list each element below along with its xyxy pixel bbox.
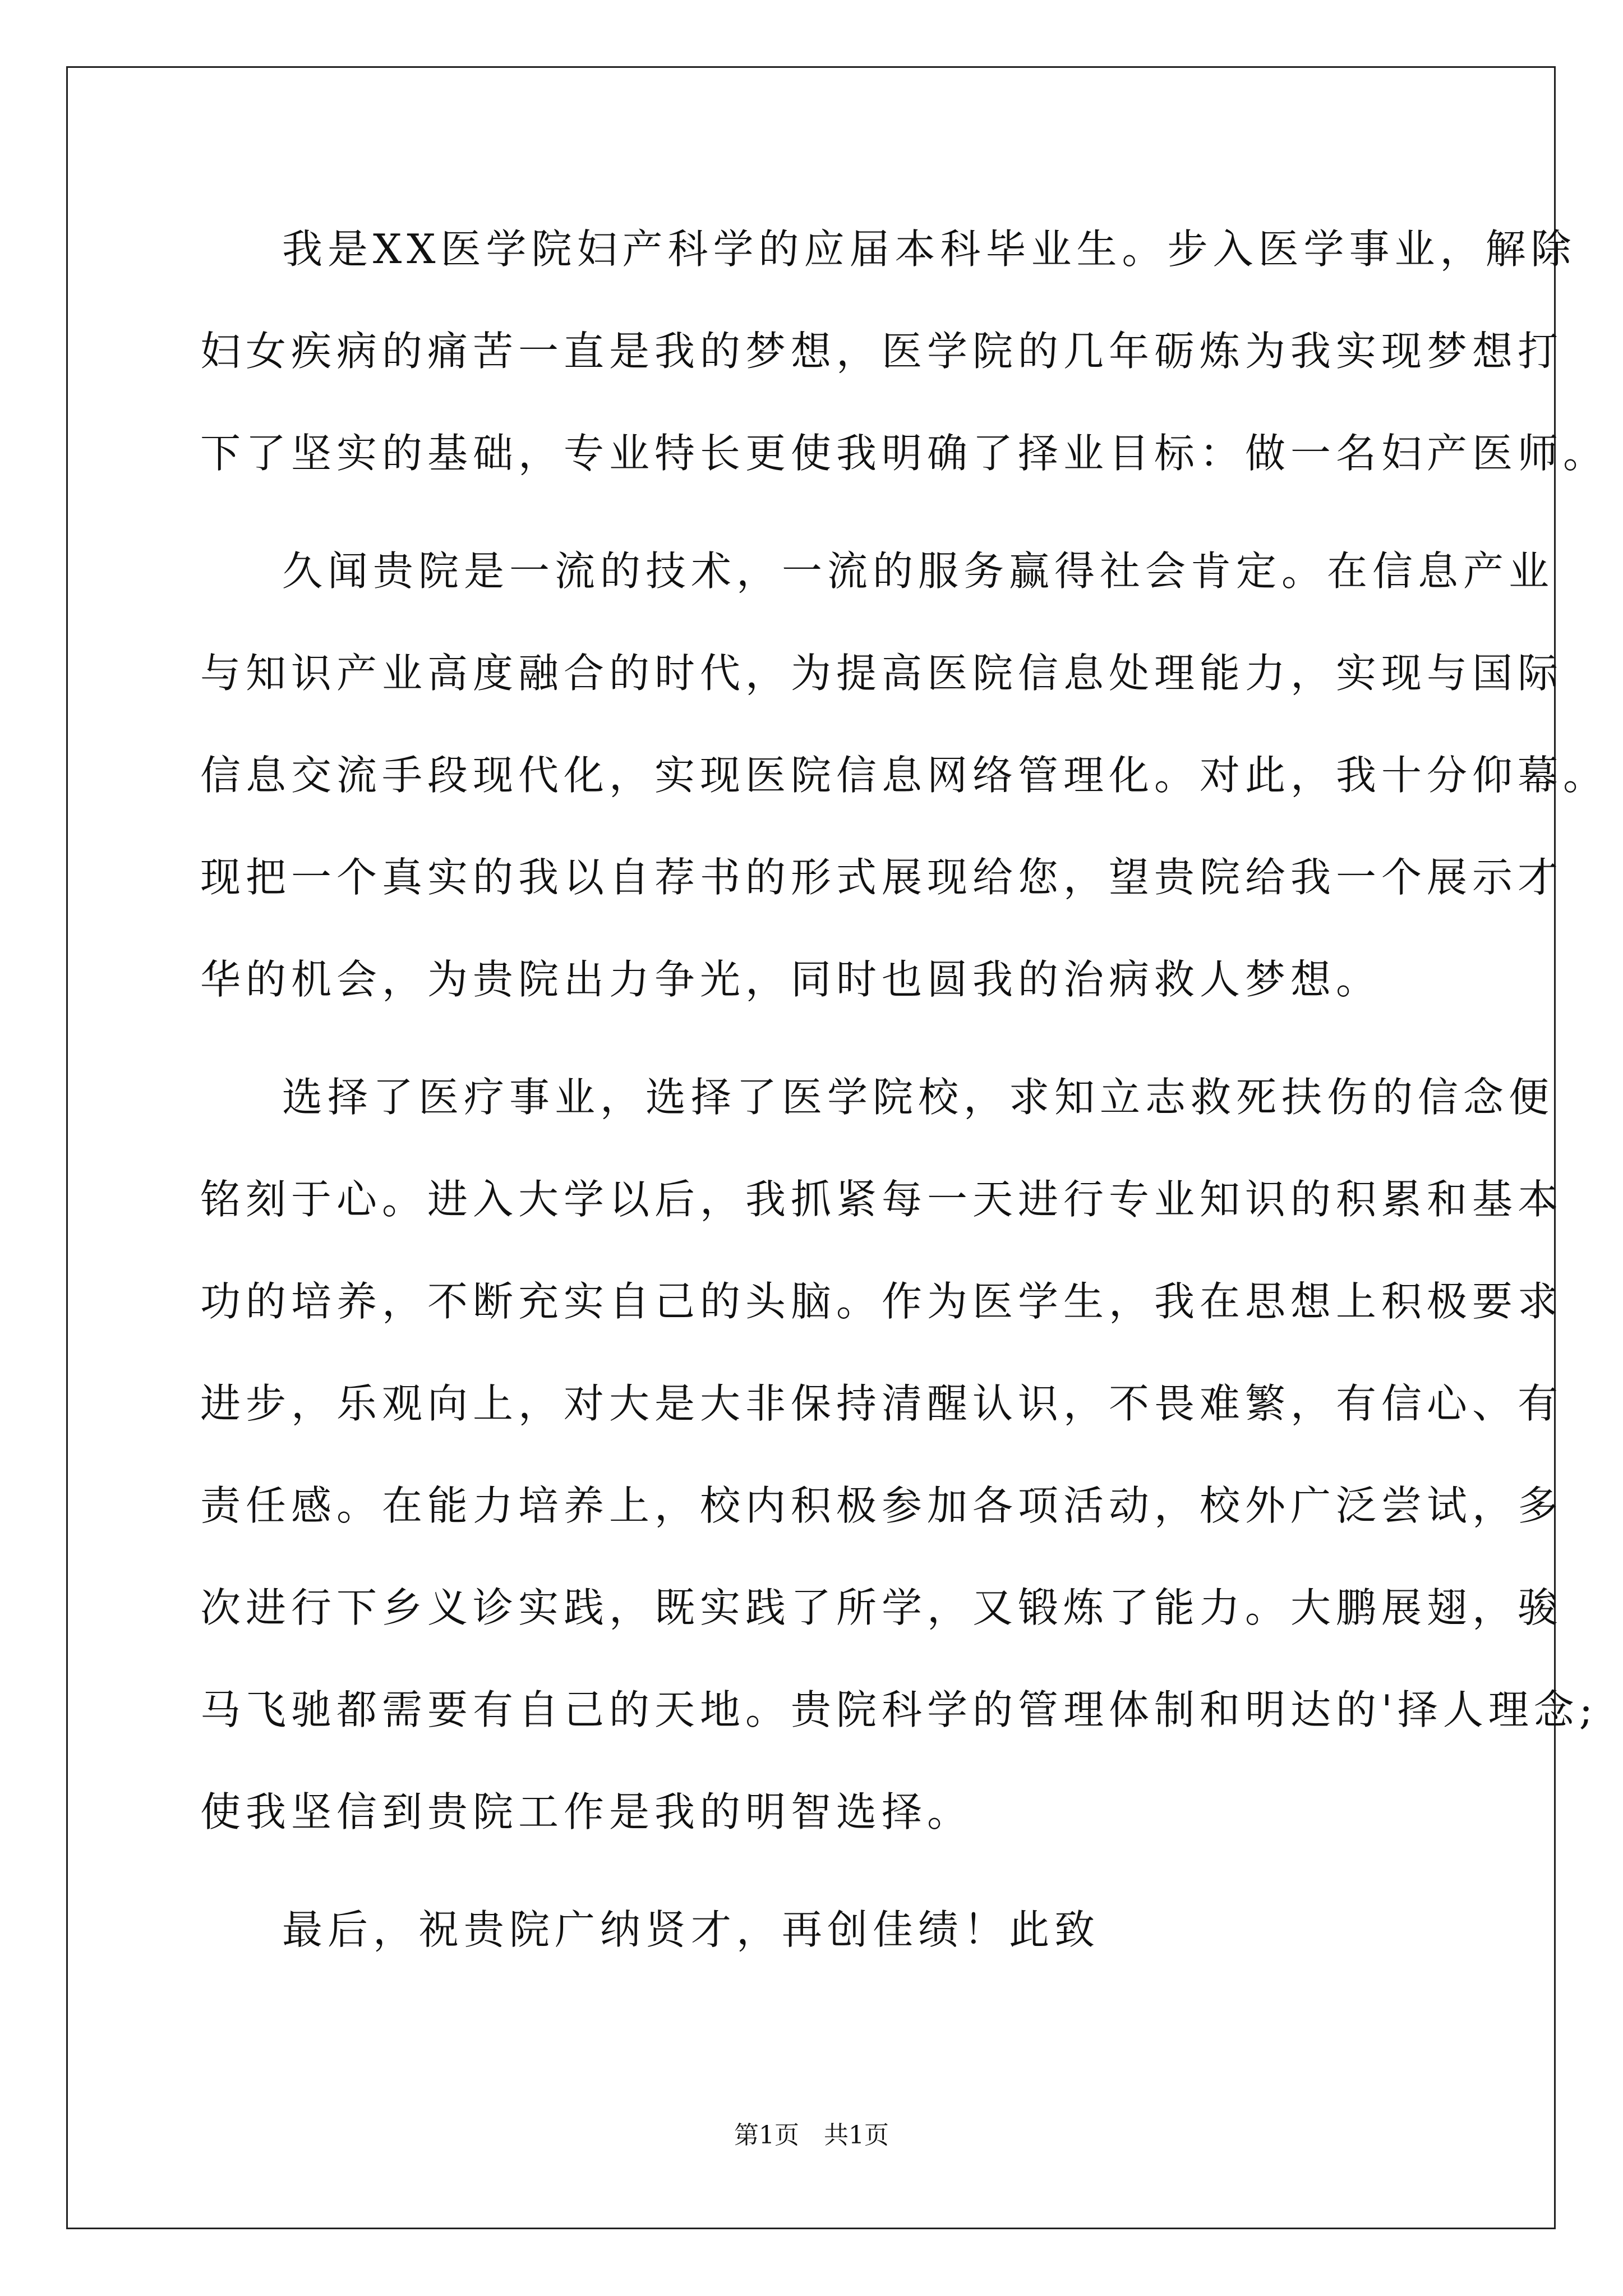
text-line: 华的机会，为贵院出力争光，同时也圆我的治病救人梦想。 (200, 956, 1382, 1003)
text-line: 责任感。在能力培养上，校内积极参加各项活动，校外广泛尝试，多 (200, 1482, 1564, 1529)
text-line: 进步，乐观向上，对大是大非保持清醒认识，不畏难繁，有信心、有 (200, 1380, 1564, 1427)
page-number-footer: 第1页 共1页 (734, 2121, 889, 2150)
text-line: 信息交流手段现代化，实现医院信息网络管理化。对此，我十分仰幕。 (200, 752, 1609, 799)
text-line: 与知识产业高度融合的时代，为提高医院信息处理能力，实现与国际 (200, 650, 1564, 697)
text-line: 最后，祝贵院广纳贤才，再创佳绩！此致 (282, 1906, 1100, 1953)
text-line: 次进行下乡义诊实践，既实践了所学，又锻炼了能力。大鹏展翅，骏 (200, 1584, 1564, 1631)
text-line: 我是XX医学院妇产科学的应届本科毕业生。步入医学事业，解除 (282, 226, 1576, 273)
page-border (66, 66, 1556, 2229)
text-line: 使我坚信到贵院工作是我的明智选择。 (200, 1788, 973, 1835)
text-line: 妇女疾病的痛苦一直是我的梦想，医学院的几年砺炼为我实现梦想打 (200, 328, 1564, 375)
text-line: 选择了医疗事业，选择了医学院校，求知立志救死扶伤的信念便 (282, 1074, 1555, 1121)
text-line: 铭刻于心。进入大学以后，我抓紧每一天进行专业知识的积累和基本 (200, 1176, 1564, 1223)
text-line: 久闻贵院是一流的技术，一流的服务赢得社会肯定。在信息产业 (282, 547, 1555, 595)
text-line: 功的培养，不断充实自己的头脑。作为医学生，我在思想上积极要求 (200, 1278, 1564, 1325)
text-line: 马飞驰都需要有自己的天地。贵院科学的管理体制和明达的'择人理念; (200, 1686, 1598, 1733)
text-line: 现把一个真实的我以自荐书的形式展现给您，望贵院给我一个展示才 (200, 854, 1564, 901)
text-line: 下了坚实的基础，专业特长更使我明确了择业目标：做一名妇产医师。 (200, 430, 1609, 477)
